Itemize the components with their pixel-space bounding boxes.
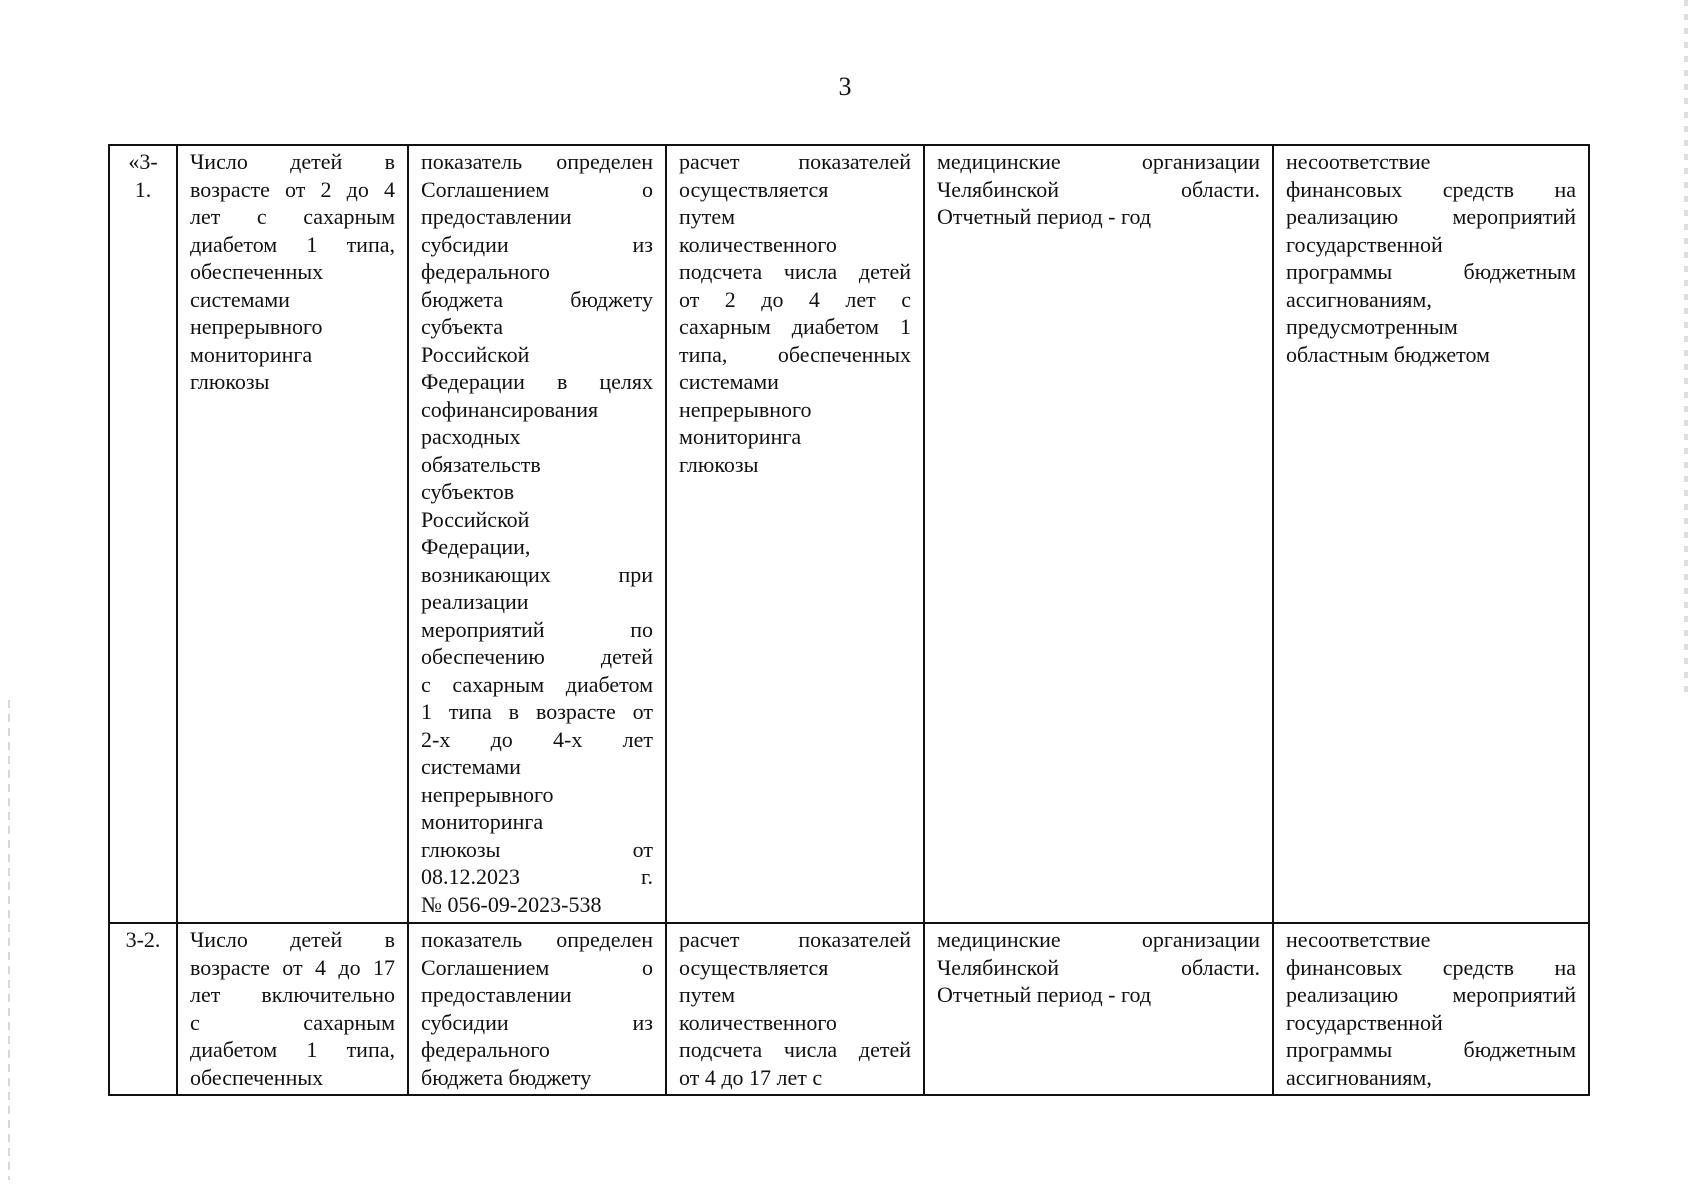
cell-line: федерального [421,259,550,284]
cell-line: возникающих при [421,561,653,587]
method-cell [666,923,924,1095]
cell-line: показатель определен [421,149,653,174]
scan-edge-mark-left [8,700,10,1180]
cell-line: Соглашением о [421,954,653,980]
cell-line: субсидии из [421,231,653,257]
row-number-text: 3-2. [125,927,161,952]
cell-line: мониторинга [421,809,544,834]
text-lines [679,926,911,1090]
table-row [109,923,1589,1095]
cell-line: глюкозы от [421,836,653,862]
text-lines [679,148,911,478]
cell-line: Челябинской области. [937,954,1260,980]
cell-line: мониторинга [190,341,313,367]
text-lines [937,926,1260,1090]
cell-line: ассигнованиям, [1286,1064,1432,1090]
cell-line: федерального [421,1037,550,1062]
cell-line: ассигнованиям, [1286,286,1432,312]
cell-line: показатель определен [421,927,653,952]
cell-line: диабетом 1 типа, [190,1037,395,1062]
cell-line: № 056-09-2023-538 [421,891,602,917]
cell-line: возрасте от 4 до 17 [190,954,395,980]
text-lines [421,926,653,1090]
cell-line: глюкозы [679,451,759,477]
text-lines [190,926,395,1090]
cell-line: мониторинга [679,424,802,449]
cell-line: количественного [679,1009,837,1035]
cell-line: расчет показателей [679,927,911,952]
method-cell [666,145,924,923]
risk-cell [1273,145,1589,923]
cell-line: Федерации в целях [421,369,653,394]
cell-line: Федерации, [421,534,531,559]
cell-line: 1 типа в возрасте от [421,699,653,724]
cell-line: Российской [421,506,530,532]
cell-line: программы бюджетным [1286,1037,1576,1062]
cell-line: программы бюджетным [1286,259,1576,284]
cell-line: субъектов [421,479,515,504]
text-lines [1286,148,1576,368]
indicator-name-cell [177,923,408,1095]
cell-line: несоответствие [1286,149,1431,174]
cell-line: Соглашением о [421,176,653,202]
cell-line: Отчетный период - год [937,982,1152,1007]
page-number: 3 [838,72,852,101]
cell-line: лет включительно [190,982,395,1007]
cell-line: осуществляется [679,176,829,202]
basis-cell [408,145,666,923]
cell-line: финансовых средств на [1286,954,1576,980]
cell-line: глюкозы [190,369,270,394]
cell-line: Российской [421,341,530,367]
cell-line: Число детей в [190,927,395,952]
cell-line: подсчета числа детей [679,1037,911,1062]
scan-edge-mark [1684,0,1688,700]
cell-line: от 4 до 17 лет с [679,1064,823,1090]
cell-line: Челябинской области. [937,176,1260,202]
text-lines [1286,926,1576,1090]
cell-line: от 2 до 4 лет с [679,286,911,312]
text-lines [937,148,1260,231]
cell-line: количественного [679,231,837,257]
cell-line: возрасте от 2 до 4 [190,176,395,202]
cell-line: подсчета числа детей [679,259,911,284]
cell-line: обеспечению детей [421,644,653,669]
cell-line: 08.12.2023 г. [421,864,653,889]
cell-line: Число детей в [190,149,395,174]
cell-line: предоставлении [421,982,572,1007]
cell-line: расчет показателей [679,149,911,174]
cell-line: Отчетный период - год [937,204,1152,229]
cell-line: обеспеченных [190,259,324,284]
organization-cell [924,923,1273,1095]
row-number: «3-1. [109,145,177,923]
cell-line: предусмотренным [1286,314,1458,339]
cell-line: мероприятий по [421,616,653,642]
cell-line: реализацию мероприятий [1286,982,1576,1007]
cell-line: типа, обеспеченных [679,341,911,367]
cell-line: медицинские организации [937,149,1260,174]
indicators-table [108,144,1590,1096]
cell-line: системами [190,286,290,312]
cell-line: обязательств [421,451,541,477]
cell-line: непрерывного [421,781,554,807]
cell-line: бюджета бюджету [421,286,653,312]
organization-cell [924,145,1273,923]
cell-line: системами [679,369,779,394]
cell-line: предоставлении [421,204,572,229]
table-row [109,145,1589,923]
cell-line: путем [679,204,736,229]
cell-line: финансовых средств на [1286,176,1576,202]
cell-line: непрерывного [679,396,812,422]
text-lines [421,148,653,918]
cell-line: обеспеченных [190,1064,324,1090]
risk-cell [1273,923,1589,1095]
cell-line: несоответствие [1286,927,1431,952]
cell-line: осуществляется [679,954,829,980]
cell-line: государственной [1286,1009,1443,1035]
cell-line: реализацию мероприятий [1286,204,1576,229]
cell-line: непрерывного [190,314,323,339]
cell-line: субъекта [421,314,504,339]
cell-line: сахарным диабетом 1 [679,314,911,339]
cell-line: софинансирования [421,396,599,422]
indicator-name-cell [177,145,408,923]
cell-line: путем [679,982,736,1007]
cell-line: бюджета бюджету [421,1064,592,1090]
cell-line: лет с сахарным [190,204,395,229]
cell-line: с сахарным [190,1009,395,1035]
cell-line: 2-х до 4-х лет [421,726,653,752]
basis-cell [408,923,666,1095]
cell-line: с сахарным диабетом [421,671,653,697]
cell-line: медицинские организации [937,927,1260,952]
row-number [109,923,177,1095]
cell-line: государственной [1286,231,1443,257]
cell-line: расходных [421,424,521,449]
cell-line: субсидии из [421,1009,653,1035]
text-lines [190,148,395,396]
cell-line: системами [421,754,521,779]
cell-line: реализации [421,589,529,614]
cell-line: диабетом 1 типа, [190,231,395,257]
cell-line: областным бюджетом [1286,341,1490,367]
